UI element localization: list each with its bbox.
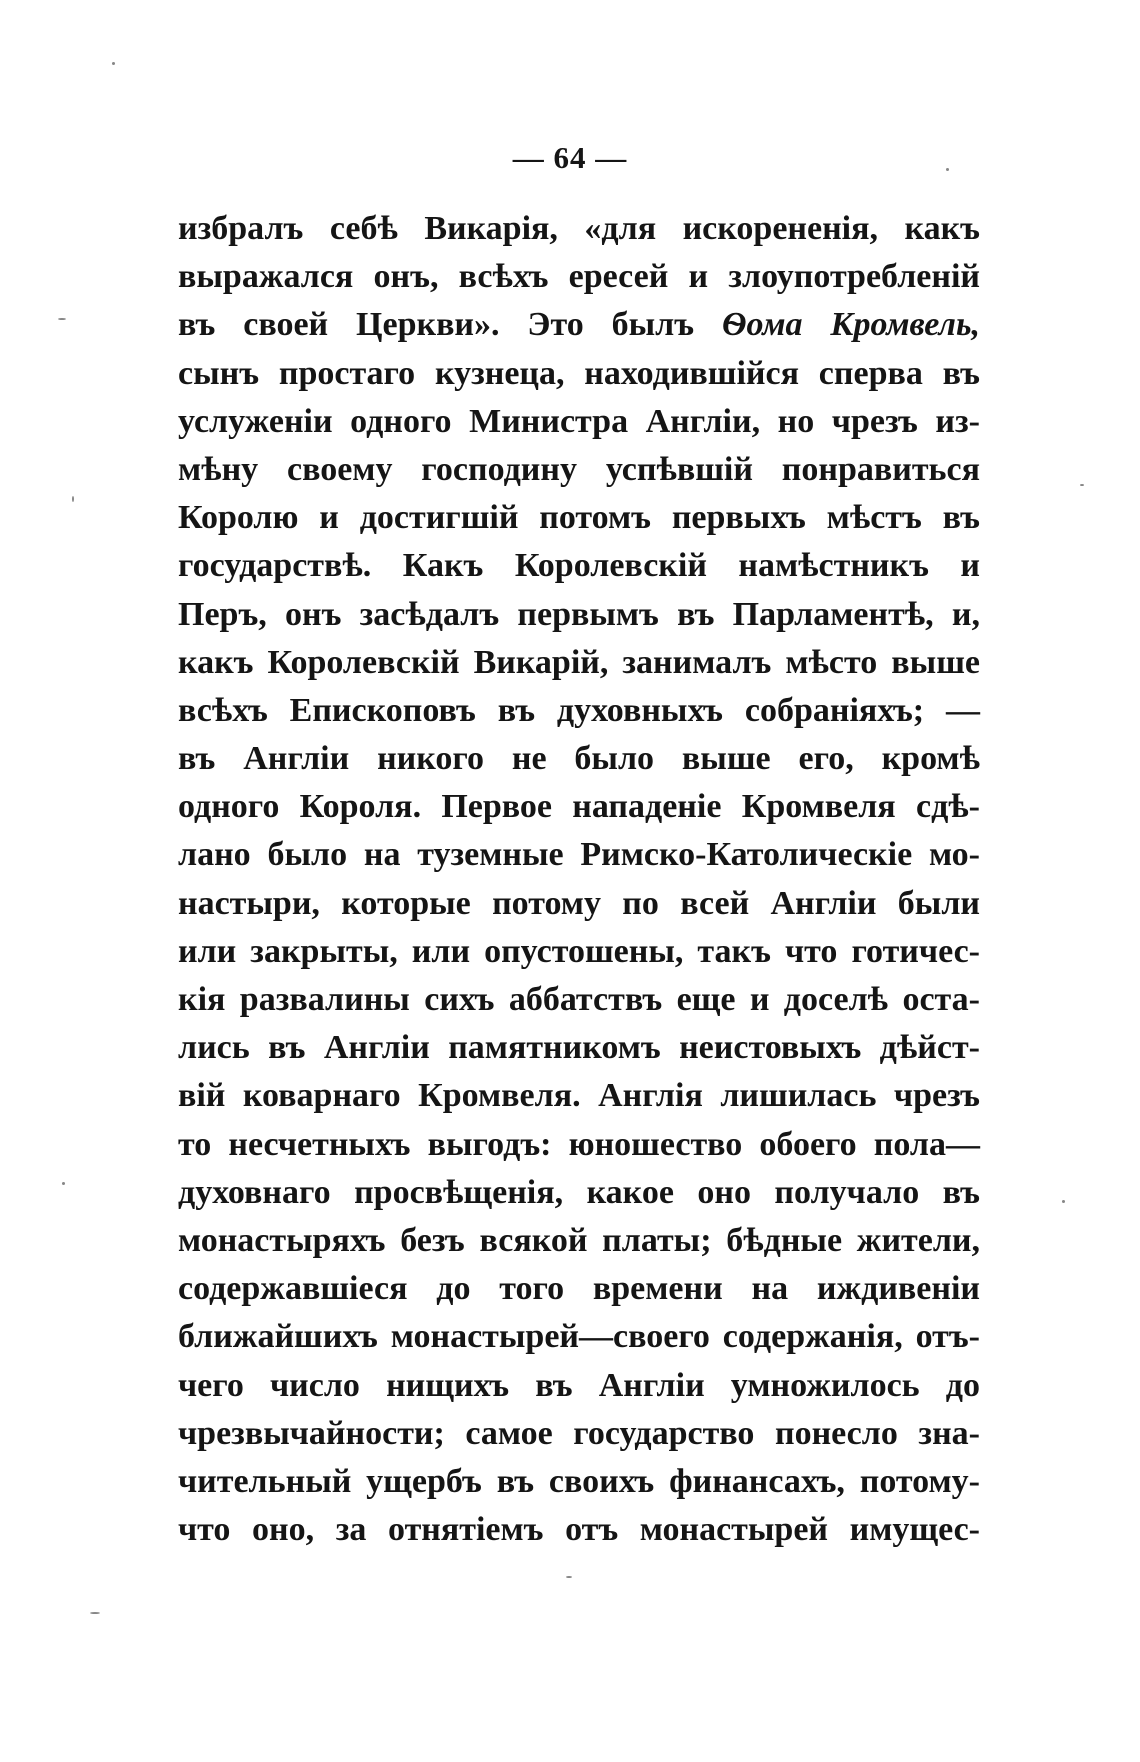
scan-speck xyxy=(72,496,74,502)
text-line: или закрыты, или опустошены, такъ что готичес- xyxy=(178,932,980,970)
text-line-roman: въ своей Церкви». Это былъ xyxy=(178,306,722,344)
text-line: избралъ себѣ Викарія, «для искорененія, какъ xyxy=(178,210,980,247)
text-line: настыри, которые потому по всей Англіи были xyxy=(178,884,980,922)
scan-speck xyxy=(62,1182,65,1185)
page-number: — 64 — xyxy=(512,140,628,175)
text-line: монастыряхъ безъ всякой платы; бѣдные жители, xyxy=(178,1221,980,1259)
text-line: услуженіи одного Министра Англіи, но чрезъ из- xyxy=(178,402,980,440)
text-line: государствѣ. Какъ Королевскій намѣстникъ и xyxy=(178,547,980,585)
text-line: въ Англіи никого не было выше его, кромѣ xyxy=(178,740,980,778)
text-line: выражался онъ, всѣхъ ересей и злоупотребленій xyxy=(178,258,980,296)
text-line: лано было на туземные Римско-Католическіе мо- xyxy=(178,836,980,874)
text-line: Королю и достигшій потомъ первыхъ мѣстъ въ xyxy=(178,499,980,537)
text-line-italic-name: Ѳома Кромвель, xyxy=(721,306,980,344)
text-line: всѣхъ Епископовъ въ духовныхъ собраніяхъ; — xyxy=(178,691,980,729)
text-line: содержавшіеся до того времени на иждивеніи xyxy=(178,1270,980,1308)
text-line: одного Короля. Первое нападеніе Кромвеля сдѣ- xyxy=(178,788,980,826)
scan-speck xyxy=(112,62,115,65)
text-line: мѣну своему господину успѣвшій понравиться xyxy=(178,450,980,488)
text-line: лись въ Англіи памятникомъ неистовыхъ дѣйст- xyxy=(178,1029,980,1067)
text-line: чительный ущербъ въ своихъ финансахъ, потому- xyxy=(178,1462,980,1500)
text-line xyxy=(178,301,980,349)
text-line: духовнаго просвѣщенія, какое оно получало въ xyxy=(178,1173,980,1211)
text-line: чрезвычайности; самое государство понесло зна- xyxy=(178,1414,980,1452)
text-line: сынъ простаго кузнеца, находившійся сперва въ xyxy=(178,354,980,392)
text-line: что оно, за отнятіемъ отъ монастырей имущес- xyxy=(178,1511,980,1549)
body-text xyxy=(178,205,980,1554)
text-line: какъ Королевскій Викарій, занималъ мѣсто выше xyxy=(178,643,980,681)
scan-speck xyxy=(90,1612,100,1614)
scan-speck xyxy=(946,168,949,171)
text-line: то несчетныхъ выгодъ: юношество обоего пола— xyxy=(178,1125,980,1163)
scan-speck xyxy=(1062,1200,1065,1203)
scan-speck xyxy=(566,1576,572,1578)
scan-speck xyxy=(58,318,66,320)
text-line: чего число нищихъ въ Англіи умножилось до xyxy=(178,1366,980,1404)
scan-speck xyxy=(1080,484,1084,486)
text-line: вій коварнаго Кромвеля. Англія лишилась чрезъ xyxy=(178,1077,980,1115)
text-line: кія развалины сихъ аббатствъ еще и доселѣ оста- xyxy=(178,981,980,1018)
text-line: ближайшихъ монастырей—своего содержанія, отъ- xyxy=(178,1318,980,1356)
text-line: Перъ, онъ засѣдалъ первымъ въ Парламентѣ, и, xyxy=(178,595,980,633)
